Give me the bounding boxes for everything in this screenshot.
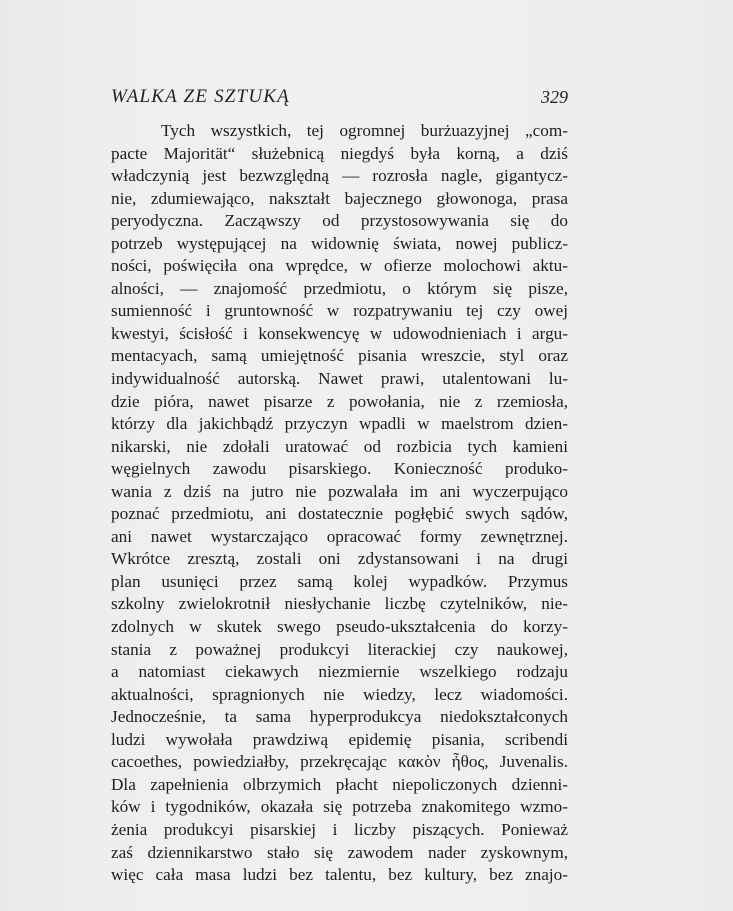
text-line: którzy dla jakichbądź przyczyn wpadli w maelstrom dzien- (111, 414, 568, 434)
text-line: ności, poświęciła ona wprędce, w ofierze molochowi aktu- (111, 256, 568, 276)
text-line: dzie pióra, nawet pisarze z powołania, nie z rzemiosła, (111, 391, 568, 411)
text-line: węgielnych zawodu pisarskiego. Konieczność produko- (111, 459, 568, 479)
running-title: WALKA ZE SZTUKĄ (111, 86, 290, 107)
text-line: potrzeb występującej na widownię świata, nowej publicz- (111, 233, 568, 253)
text-line: wania z dziś na jutro nie pozwalała im ani wyczerpująco (111, 481, 568, 501)
text-line: zaś dziennikarstwo stało się zawodem nader zyskownym, (111, 842, 568, 862)
text-line: Tych wszystkich, tej ogromnej burżuazyjnej „com- (161, 121, 568, 140)
text-line: ków i tygodników, okazała się potrzeba znakomitego wzmo- (111, 797, 568, 817)
text-line: ani nawet wystarczająco opracować formy zewnętrznej. (111, 526, 568, 546)
text-line: zdolnych w skutek swego pseudo-ukształcenia do korzy- (111, 617, 568, 637)
text-line: alności, — znajomość przedmiotu, o którym się pisze, (111, 278, 568, 298)
text-line: nikarski, nie zdołali uratować od rozbicia tych kamieni (111, 436, 568, 456)
text-line: sumienność i gruntowność w rozpatrywaniu tej czy owej (111, 301, 568, 321)
text-line: pacte Majorität“ służebnicą niegdyś była korną, a dziś (111, 143, 568, 163)
text-line: stania z poważnej produkcyi literackiej czy naukowej, (111, 639, 568, 659)
body-text (111, 120, 568, 887)
text-line: Wkrótce zresztą, zostali oni zdystansowani i na drugi (111, 549, 568, 569)
text-line: żenia produkcyi pisarskiej i liczby piszących. Ponieważ (111, 819, 568, 839)
text-line: władczynią jest bezwzględną — rozrosła nagle, gigantycz- (111, 166, 568, 186)
text-line: a natomiast ciekawych niezmiernie wszelkiego rodzaju (111, 662, 568, 682)
text-line: szkolny zwielokrotnił niesłychanie liczbę czytelników, nie- (111, 594, 568, 614)
text-line: ludzi wywołała prawdziwą epidemię pisania, scribendi (111, 729, 568, 749)
text-line: plan usunięci przez samą kolej wypadków. Przymus (111, 571, 568, 591)
text-line: kwestyi, ścisłość i konsekwencyę w udowodnieniach i argu- (111, 323, 568, 343)
text-line: indywidualność autorską. Nawet prawi, utalentowani lu- (111, 369, 568, 389)
text-line: Dla zapełnienia olbrzymich płacht niepoliczonych dzienni- (111, 774, 568, 794)
text-line: więc cała masa ludzi bez talentu, bez kultury, bez znajo- (111, 865, 568, 885)
text-line: Jednocześnie, ta sama hyperprodukcya niedokształconych (111, 707, 568, 727)
text-line: mentacyach, samą umiejętność pisania wreszcie, styl oraz (111, 346, 568, 366)
text-line: aktualności, spragnionych nie wiedzy, lecz wiadomości. (111, 684, 568, 704)
running-head (111, 86, 568, 110)
text-line: poznać przedmiotu, ani dostatecznie pogłębić swych sądów, (111, 504, 568, 524)
text-line: nie, zdumiewająco, nakształt bajecznego głowonoga, prasa (111, 188, 568, 208)
text-line: peryodyczna. Zacząwszy od przystosowywania się do (111, 211, 568, 231)
page-number: 329 (541, 87, 568, 107)
text-line: cacoethes, powiedziałby, przekręcając κακὸν ἦθος, Juvenalis. (111, 752, 568, 772)
